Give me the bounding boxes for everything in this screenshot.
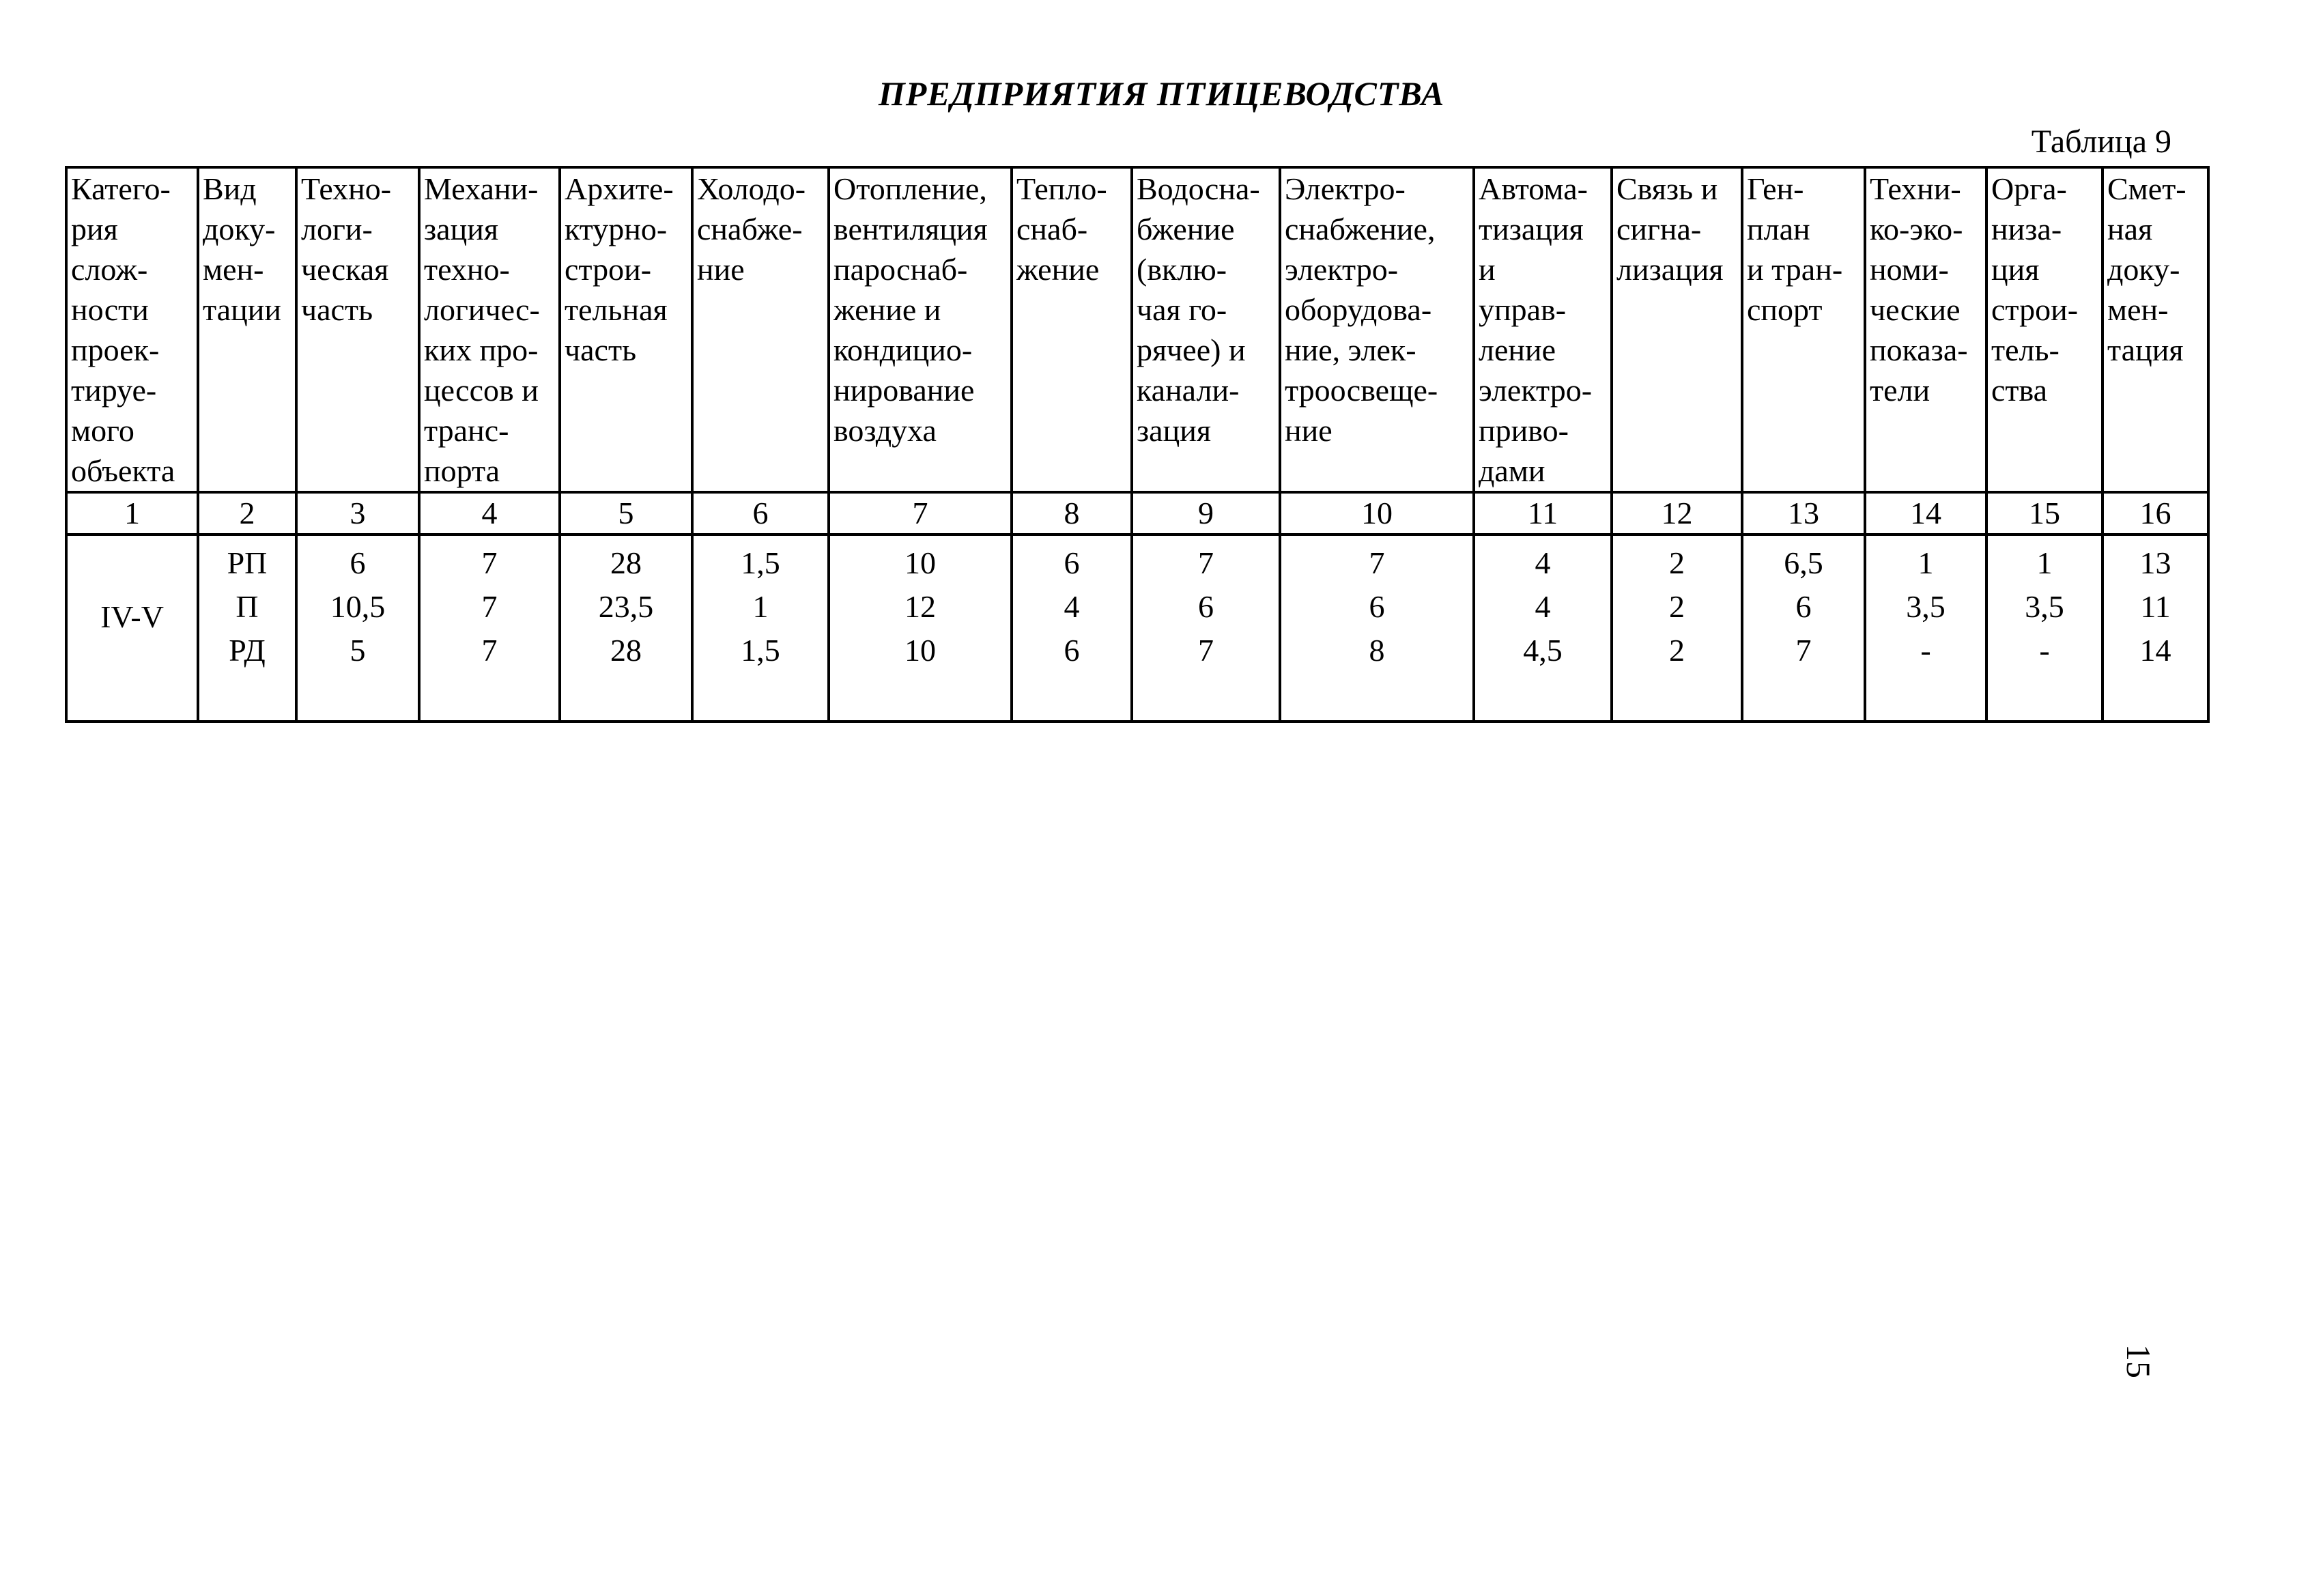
header-text-line: ция (1991, 252, 2040, 287)
header-text-line: и (1479, 252, 1496, 287)
header-text-line: мен- (203, 252, 264, 287)
column-number-cell: 8 (1012, 492, 1132, 535)
column-number-cell: 15 (1986, 492, 2103, 535)
data-value: 7 (1369, 545, 1385, 580)
data-cell (1474, 535, 1612, 722)
data-value: 1,5 (741, 633, 780, 668)
data-value: 4,5 (1523, 633, 1563, 668)
header-cell (1132, 167, 1280, 492)
data-value: 3,5 (2025, 589, 2064, 624)
data-value: 1 (752, 589, 769, 624)
header-text-line: воздуха (833, 413, 937, 448)
header-text-line: бжение (1137, 212, 1235, 246)
header-text-line: доку- (2107, 252, 2180, 287)
header-row (66, 167, 2208, 492)
header-text-line: приво- (1479, 413, 1569, 448)
header-text-line: ние (1285, 413, 1332, 448)
header-text-line: Ген- (1747, 171, 1804, 206)
data-value: 23,5 (598, 589, 654, 624)
header-text-line: троосвеще- (1285, 373, 1438, 408)
data-value: 2 (1669, 633, 1685, 668)
header-text-line: Смет- (2107, 171, 2186, 206)
data-cell (1612, 535, 1742, 722)
header-text-line: снабжение, (1285, 212, 1436, 246)
header-text-line: пароснаб- (833, 252, 968, 287)
data-value: 6 (1064, 545, 1080, 580)
column-number-cell: 2 (198, 492, 296, 535)
header-text-line: электро- (1479, 373, 1593, 408)
data-value: 10 (904, 545, 936, 580)
data-value: 2 (1669, 545, 1685, 580)
data-cell (2103, 535, 2208, 722)
column-number-cell: 4 (419, 492, 560, 535)
header-text-line: ние, элек- (1285, 332, 1416, 367)
data-value: 2 (1669, 589, 1685, 624)
column-number-cell: 13 (1742, 492, 1865, 535)
header-text-line: Отопление, (833, 171, 987, 206)
header-text-line: слож- (71, 252, 148, 287)
header-cell (1986, 167, 2103, 492)
data-value: РП (227, 545, 268, 580)
header-cell (419, 167, 560, 492)
data-value: 7 (1795, 633, 1812, 668)
header-text-line: ние (697, 252, 745, 287)
header-text-line: оборудова- (1285, 292, 1432, 327)
header-cell (2103, 167, 2208, 492)
data-cell (1280, 535, 1474, 722)
header-text-line: тизация (1479, 212, 1584, 246)
data-value: 6 (350, 545, 366, 580)
header-text-line: ктурно- (565, 212, 668, 246)
header-text-line: Катего- (71, 171, 171, 206)
header-text-line: Механи- (424, 171, 539, 206)
document-title: ПРЕДПРИЯТИЯ ПТИЦЕВОДСТВА (878, 74, 1445, 113)
table-label: Таблица 9 (2031, 124, 2171, 160)
header-text-line: строи- (565, 252, 652, 287)
data-value: П (236, 589, 259, 624)
column-number-cell: 5 (560, 492, 692, 535)
column-number-cell: 12 (1612, 492, 1742, 535)
data-value: 6 (1369, 589, 1385, 624)
data-value: 14 (2139, 633, 2171, 668)
header-text-line: Тепло- (1016, 171, 1107, 206)
header-cell (1280, 167, 1474, 492)
header-text-line: номи- (1870, 252, 1949, 287)
header-text-line: Холодо- (697, 171, 806, 206)
header-text-line: низа- (1991, 212, 2062, 246)
header-text-line: чая го- (1137, 292, 1227, 327)
data-value: - (1920, 633, 1931, 668)
data-value: - (2039, 633, 2050, 668)
data-cell (296, 535, 419, 722)
header-text-line: рия (71, 212, 118, 246)
header-cell (1612, 167, 1742, 492)
data-value: 7 (481, 633, 498, 668)
data-value: РД (229, 633, 266, 668)
header-text-line: сигна- (1616, 212, 1702, 246)
header-text-line: нирование (833, 373, 975, 408)
data-value: 11 (2140, 589, 2171, 624)
data-value: 4 (1535, 589, 1551, 624)
header-text-line: тель- (1991, 332, 2060, 367)
header-text-line: порта (424, 453, 500, 488)
header-text-line: снабже- (697, 212, 803, 246)
header-text-line: ких про- (424, 332, 539, 367)
header-text-line: дами (1479, 453, 1545, 488)
header-text-line: транс- (424, 413, 509, 448)
category-cell: IV-V (66, 535, 198, 722)
header-text-line: (вклю- (1137, 252, 1227, 287)
header-text-line: план (1747, 212, 1810, 246)
data-value: 6 (1198, 589, 1214, 624)
header-text-line: часть (565, 332, 637, 367)
column-number-cell: 6 (692, 492, 829, 535)
data-value: 10,5 (330, 589, 386, 624)
header-text-line: логи- (301, 212, 373, 246)
header-text-line: жение (1016, 252, 1100, 287)
data-value: 7 (1198, 545, 1214, 580)
page-number: 15 (2120, 1344, 2158, 1378)
header-text-line: лизация (1616, 252, 1724, 287)
data-value: 6 (1064, 633, 1080, 668)
data-cell (560, 535, 692, 722)
data-value: 10 (904, 633, 936, 668)
header-text-line: Техни- (1870, 171, 1961, 206)
header-text-line: управ- (1479, 292, 1567, 327)
data-value: 4 (1535, 545, 1551, 580)
header-text-line: зация (1137, 413, 1211, 448)
data-value: 7 (1198, 633, 1214, 668)
header-text-line: вентиляция (833, 212, 988, 246)
header-cell (560, 167, 692, 492)
data-value: 28 (610, 545, 642, 580)
header-text-line: спорт (1747, 292, 1823, 327)
column-number-cell: 7 (829, 492, 1012, 535)
column-number-cell: 10 (1280, 492, 1474, 535)
header-cell (66, 167, 198, 492)
column-number-cell: 11 (1474, 492, 1612, 535)
header-cell (296, 167, 419, 492)
data-value: 28 (610, 633, 642, 668)
data-cell (1742, 535, 1865, 722)
data-cell (419, 535, 560, 722)
header-text-line: ная (2107, 212, 2153, 246)
header-text-line: канали- (1137, 373, 1240, 408)
data-value: 6,5 (1784, 545, 1823, 580)
header-text-line: Архите- (565, 171, 674, 206)
header-cell (1865, 167, 1986, 492)
data-value: 4 (1064, 589, 1080, 624)
data-cell (829, 535, 1012, 722)
header-text-line: кондицио- (833, 332, 973, 367)
data-value: 5 (350, 633, 366, 668)
data-value: 13 (2139, 545, 2171, 580)
column-number-cell: 16 (2103, 492, 2208, 535)
data-value: 6 (1795, 589, 1812, 624)
data-cell (198, 535, 296, 722)
header-cell (198, 167, 296, 492)
header-text-line: доку- (203, 212, 276, 246)
header-text-line: тельная (565, 292, 668, 327)
header-text-line: тируе- (71, 373, 157, 408)
header-text-line: снаб- (1016, 212, 1088, 246)
header-text-line: рячее) и (1137, 332, 1246, 367)
header-cell (1474, 167, 1612, 492)
header-text-line: часть (301, 292, 373, 327)
header-text-line: Вид (203, 171, 257, 206)
header-cell (1742, 167, 1865, 492)
header-text-line: ства (1991, 373, 2048, 408)
header-text-line: строи- (1991, 292, 2079, 327)
header-text-line: тации (203, 292, 281, 327)
header-text-line: Автома- (1479, 171, 1588, 206)
header-text-line: ности (71, 292, 149, 327)
header-cell (692, 167, 829, 492)
header-text-line: Электро- (1285, 171, 1406, 206)
data-cell (692, 535, 829, 722)
header-text-line: мен- (2107, 292, 2169, 327)
header-text-line: логичес- (424, 292, 540, 327)
data-cell (1132, 535, 1280, 722)
data-value: 7 (481, 589, 498, 624)
data-value: 1 (1918, 545, 1934, 580)
column-number-cell: 9 (1132, 492, 1280, 535)
header-text-line: техно- (424, 252, 510, 287)
header-text-line: Связь и (1616, 171, 1718, 206)
data-value: 7 (481, 545, 498, 580)
header-text-line: объекта (71, 453, 175, 488)
header-text-line: Техно- (301, 171, 392, 206)
header-text-line: проек- (71, 332, 160, 367)
header-text-line: Орга- (1991, 171, 2067, 206)
header-text-line: мого (71, 413, 134, 448)
header-text-line: ческая (301, 252, 389, 287)
data-value: 1,5 (741, 545, 780, 580)
data-cell (1865, 535, 1986, 722)
data-value: 3,5 (1906, 589, 1946, 624)
data-cell (1986, 535, 2103, 722)
data-value: 12 (904, 589, 936, 624)
header-text-line: ление (1479, 332, 1556, 367)
header-text-line: ко-эко- (1870, 212, 1963, 246)
header-text-line: зация (424, 212, 498, 246)
column-number-cell: 14 (1865, 492, 1986, 535)
header-text-line: показа- (1870, 332, 1968, 367)
header-text-line: цессов и (424, 373, 539, 408)
header-text-line: электро- (1285, 252, 1399, 287)
header-text-line: тация (2107, 332, 2184, 367)
header-cell (829, 167, 1012, 492)
data-value: 1 (2036, 545, 2053, 580)
header-text-line: и тран- (1747, 252, 1843, 287)
header-cell (1012, 167, 1132, 492)
header-text-line: тели (1870, 373, 1930, 408)
data-value: 8 (1369, 633, 1385, 668)
column-number-cell: 3 (296, 492, 419, 535)
header-text-line: Водосна- (1137, 171, 1260, 206)
distribution-table (65, 166, 2210, 723)
data-row (66, 535, 2208, 722)
column-number-cell: 1 (66, 492, 198, 535)
header-text-line: ческие (1870, 292, 1961, 327)
column-number-row (66, 492, 2208, 535)
data-cell (1012, 535, 1132, 722)
header-text-line: жение и (833, 292, 941, 327)
